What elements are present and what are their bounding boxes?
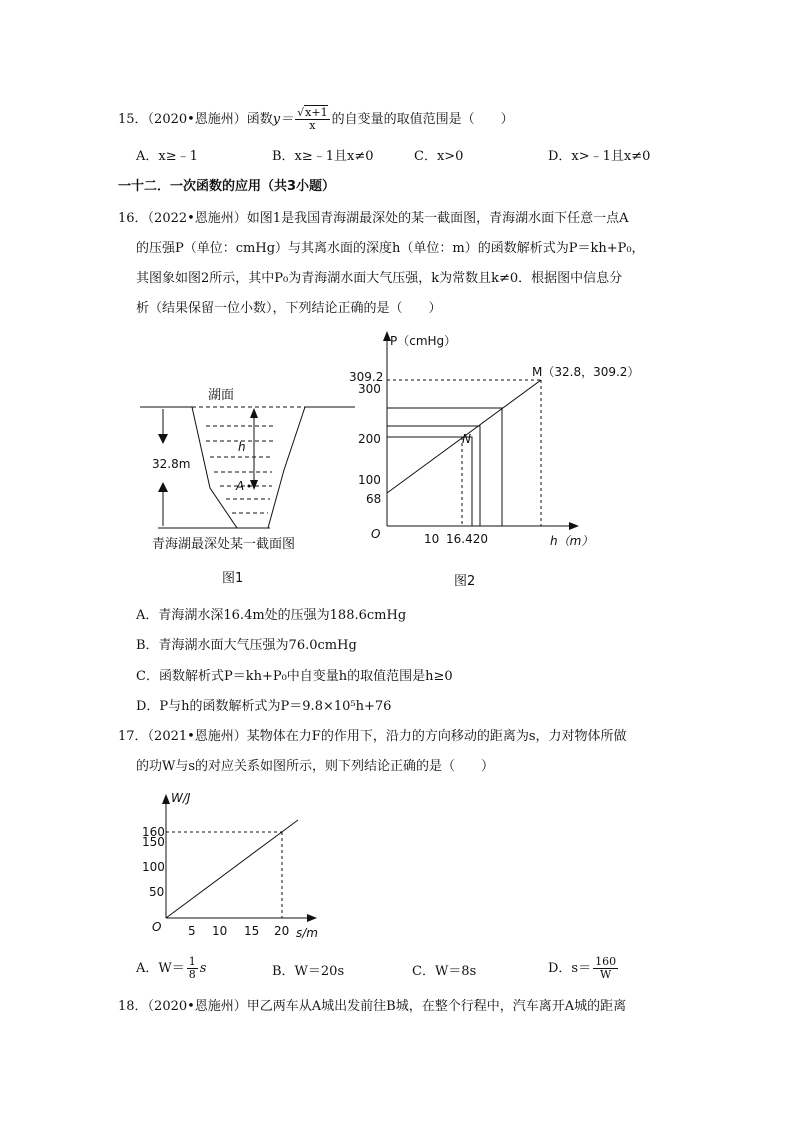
fig1-depth-label: 32.8m [152, 457, 191, 471]
q17-function-line [166, 820, 298, 918]
q15-stem-suffix: 的自变量的取值范围是（ ） [331, 112, 514, 127]
q15-sqrt-sign: √ [297, 106, 305, 119]
q17-option-b[interactable]: B．W＝20s [272, 964, 345, 979]
q16-line-2: 的压强P（单位：cmHg）与其离水面的深度h（单位：m）的函数解析式为P＝kh+P₀， [136, 241, 645, 256]
q16-line-3: 其图象如图2所示，其中P₀为青海湖水面大气压强，k为常数且k≠0．根据图中信息分 [136, 271, 623, 286]
fig1-caption: 青海湖最深处某一截面图 [152, 537, 296, 552]
q17-option-d-den: W [599, 968, 612, 981]
fig2-x-tick-10: 10 [424, 532, 440, 546]
q16-option-d[interactable]: D．P与h的函数解析式为P＝9.8×10⁵h+76 [136, 699, 392, 714]
q16-line-1: 16．（2022•恩施州）如图1是我国青海湖最深处的某一截面图，青海湖水面下任意一点A [118, 211, 629, 226]
q15-func-lhs: y＝ [272, 112, 294, 127]
fig1-surface-label: 湖面 [208, 388, 235, 403]
q17-option-a-den: 8 [188, 968, 196, 981]
fig2-label: 图2 [454, 574, 476, 589]
q17-origin-label: O [152, 920, 162, 934]
q17-option-a-num: 1 [188, 955, 196, 968]
q16-line-4: 析（结果保留一位小数），下列结论正确的是（ ） [136, 301, 442, 316]
q17-option-a[interactable] [136, 956, 206, 981]
q17-y-tick-100: 100 [142, 860, 165, 874]
fig2-y-tick-100: 100 [358, 473, 381, 487]
fig2-y-tick-68: 68 [366, 492, 382, 506]
q17-option-d-prefix: D．s＝ [548, 961, 592, 976]
fig2-point-n-label: N [462, 432, 471, 446]
q17-option-c[interactable]: C．W＝8s [412, 964, 477, 979]
fig1-label: 图1 [222, 571, 244, 586]
q15-option-b[interactable]: B．x≥﹣1且x≠0 [272, 149, 374, 164]
q15-option-d[interactable]: D．x>﹣1且x≠0 [548, 149, 651, 164]
q15-option-c[interactable]: C．x>0 [414, 149, 464, 164]
q17-y-tick-150: 150 [142, 835, 165, 849]
fig2-x-tick-16420: 16.420 [446, 532, 488, 546]
fig2-y-axis-label: P（cmHg） [390, 334, 457, 348]
fig2-y-tick-309: 309.2 [349, 370, 384, 384]
q17-x-tick-15: 15 [244, 924, 260, 938]
q17-option-d[interactable] [548, 956, 620, 981]
q17-option-d-fraction [593, 956, 618, 981]
fig2-y-tick-200: 200 [358, 432, 381, 446]
q17-y-arrowhead [162, 794, 170, 804]
q17-line-2: 的功W与s的对应关系如图所示，则下列结论正确的是（ ） [136, 759, 495, 774]
q15-stem-prefix: 15．（2020•恩施州）函数 [118, 112, 273, 127]
fig1-h-label: h [238, 440, 246, 454]
fig1-a-label: A [236, 479, 245, 493]
q17-y-axis-label: W/J [171, 791, 191, 805]
q17-x-axis-label: s/m [296, 926, 318, 940]
q17-x-arrowhead [307, 914, 317, 922]
q17-y-tick-50: 50 [149, 885, 165, 899]
q17-option-d-num: 160 [595, 955, 617, 968]
section-heading: 一十二．一次函数的应用（共3小题） [118, 179, 336, 194]
q15-denominator: x [309, 119, 316, 132]
q17-x-tick-5: 5 [188, 924, 196, 938]
q17-option-a-prefix: A．W＝ [136, 961, 185, 976]
q17-option-a-fraction [187, 956, 198, 981]
q18-line-1: 18．（2020•恩施州）甲乙两车从A城出发前往B城，在整个行程中，汽车离开A城的距离 [118, 999, 627, 1014]
q16-option-b[interactable]: B．青海湖水面大气压强为76.0cmHg [136, 638, 357, 653]
q17-line-1: 17．（2021•恩施州）某物体在力F的作用下，沿力的方向移动的距离为s，力对物体所做 [118, 729, 627, 744]
q16-option-a[interactable]: A．青海湖水深16.4m处的压强为188.6cmHg [136, 608, 407, 623]
q17-option-a-suffix: s [199, 961, 207, 976]
q17-y-tick-160: 160 [142, 825, 165, 839]
fig2-y-tick-300: 300 [358, 382, 381, 396]
q15-option-a[interactable]: A．x≥﹣1 [136, 149, 198, 164]
fig2-point-m-label: M（32.8，309.2） [532, 365, 640, 379]
q16-option-c[interactable]: C．函数解析式P＝kh+P₀中自变量h的取值范围是h≥0 [136, 669, 453, 684]
fig2-origin-label: O [371, 527, 381, 541]
q17-x-tick-20: 20 [274, 924, 290, 938]
fig2-x-axis-label: h（m） [550, 534, 594, 548]
q17-x-tick-10: 10 [212, 924, 228, 938]
q15-numerator: x+1 [305, 106, 328, 119]
